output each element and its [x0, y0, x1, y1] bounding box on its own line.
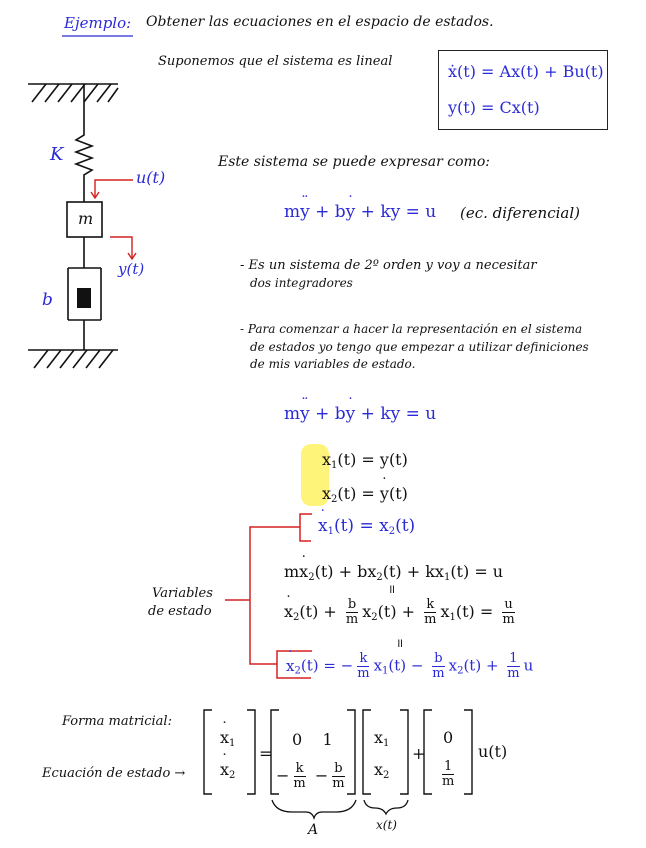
spring-k-label: K: [50, 144, 64, 165]
brace-x-label: x(t): [376, 818, 397, 832]
state-def-x2: $x_2(t)$ = ˙ y(t): [322, 484, 408, 505]
ec-diferencial-tag: (ec. diferencial): [460, 204, 580, 222]
input-u-matrix: u(t): [478, 742, 508, 761]
u-arrow: [91, 180, 133, 198]
bullet2-line1: - Para comenzar a hacer la representación en el sistema: [240, 322, 583, 336]
substituted-equation: m˙ $x_2(t) + bx_2(t) + kx_1(t) = u$: [284, 562, 503, 583]
ejemplo-label: Ejemplo:: [64, 14, 132, 32]
spring: [76, 84, 92, 202]
b-vector-2: $\frac{1}{m}$: [442, 759, 455, 789]
damper: [68, 268, 101, 350]
bullet2-line3: de mis variables de estado.: [250, 357, 416, 371]
top-ground: [28, 84, 118, 102]
differential-equation: m¨ y + b˙ y + ky = u: [284, 202, 436, 222]
state-eq-x2dot: ˙ $x_2(t)$ = − $\frac{k}{m}$ $x_1(t)$ − $\frac{b}{m}$ $x_2(t)$ + $\frac{1}{m}$ u: [286, 652, 533, 681]
ecuacion-estado-label: Ecuación de estado →: [42, 766, 186, 781]
suponemos-text: Suponemos que el sistema es lineal: [158, 54, 393, 69]
equals-vertical-2: ॥: [396, 636, 404, 650]
forma-matricial-label: Forma matricial:: [62, 714, 172, 729]
equals-vertical-1: ॥: [388, 582, 396, 596]
bullet2-line2: de estados yo tengo que empezar a utilizar definiciones: [250, 340, 589, 354]
variables-label-line2: de estado: [148, 604, 212, 619]
plus-sign: +: [412, 744, 426, 763]
bullet1-line1: - Es un sistema de 2º orden y voy a necesitar: [240, 258, 537, 273]
a-matrix-row1: 0 1: [292, 730, 333, 749]
expresar-text: Este sistema se puede expresar como:: [218, 154, 490, 170]
brace-x: [364, 800, 408, 814]
differential-equation-repeat: m¨ y + b˙ y + ky = u: [284, 404, 436, 424]
x-vector-2: $x_2$: [374, 760, 390, 781]
state-eq-line1: ẋ(t) = Ax(t) + Bu(t): [448, 62, 604, 81]
state-def-x1: $x_1(t) = y(t)$: [322, 450, 408, 471]
input-u-label: u(t): [136, 168, 166, 187]
brace-a: [272, 800, 356, 818]
b-vector-1: 0: [443, 728, 454, 747]
xdot-vector-2: ˙ $x_2$: [220, 760, 235, 781]
state-eq-x1dot: ˙ $x_1(t) = x_2(t)$: [318, 516, 415, 537]
bottom-ground: [28, 350, 118, 368]
output-y-label: y(t): [118, 260, 145, 278]
x-vector-1: $x_1$: [374, 728, 390, 749]
xdot-vector-1: ˙ $x_1$: [220, 728, 235, 749]
bullet1-line2: dos integradores: [250, 276, 353, 290]
normalized-equation: ˙ $x_2(t)$ + $\frac{b}{m}$ $x_2(t)$ + $\frac{k}{m}$ $x_1(t)$ = $\frac{u}{m}$: [284, 598, 519, 627]
mass-m-label: m: [78, 209, 94, 228]
damper-piston: [77, 288, 91, 308]
y-arrow: [110, 237, 136, 259]
equals-sign: =: [259, 744, 273, 763]
title-text: Obtener las ecuaciones en el espacio de estados.: [146, 14, 494, 30]
variables-label-line1: Variables: [152, 586, 213, 601]
brace-a-label: A: [308, 822, 319, 838]
state-eq-line2: y(t) = Cx(t): [448, 98, 540, 117]
a-matrix-row2: − $\frac{k}{m}$ − $\frac{b}{m}$: [276, 761, 345, 791]
damper-b-label: b: [42, 290, 53, 310]
